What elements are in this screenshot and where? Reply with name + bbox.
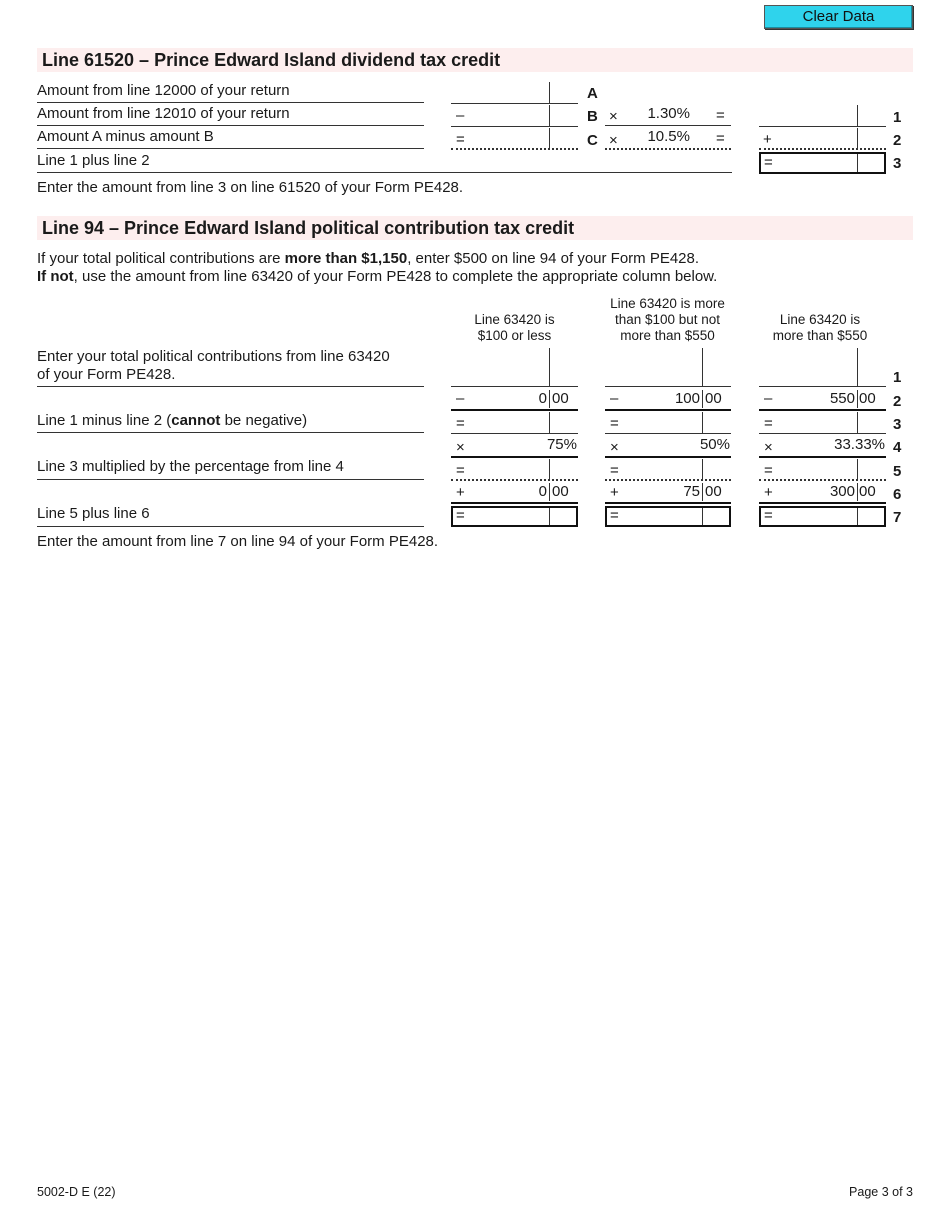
times-sign: × xyxy=(609,108,618,125)
line-number-3: 3 xyxy=(893,155,902,172)
equals-sign: = xyxy=(610,415,619,432)
equals-sign: = xyxy=(456,462,465,479)
equals-sign: = xyxy=(764,415,773,432)
equals-sign: = xyxy=(716,107,725,124)
col1-line1-field[interactable] xyxy=(451,348,578,386)
row-a-label: Amount from line 12000 of your return xyxy=(37,82,290,99)
col1-line5-field[interactable] xyxy=(451,459,578,480)
plus-sign: + xyxy=(764,484,773,501)
col-header-1: Line 63420 is $100 or less xyxy=(474,312,555,343)
pc-row-1-label-a: Enter your total political contributions from line 63420 xyxy=(37,348,390,365)
minus-sign: – xyxy=(456,107,465,124)
intro-line-1: If your total political contributions are more than $1,150, enter $500 on line 94 of your Form PE428. xyxy=(37,250,700,267)
col1-line3-field[interactable] xyxy=(451,412,578,433)
section-dividend-title: Line 61520 – Prince Edward Island dividend tax credit xyxy=(37,48,913,72)
col2-line7-total-field[interactable] xyxy=(605,506,731,527)
pc-line-number-3: 3 xyxy=(893,416,902,433)
col1-line4-rate: 75% xyxy=(546,436,577,453)
times-sign: × xyxy=(609,132,618,149)
row-b-label: Amount from line 12010 of your return xyxy=(37,105,290,122)
equals-sign: = xyxy=(610,507,619,524)
clear-data-button[interactable]: Clear Data xyxy=(764,5,913,29)
pc-line-number-4: 4 xyxy=(893,439,902,456)
page-number: Page 3 of 3 xyxy=(849,1185,913,1199)
col2-line3-field[interactable] xyxy=(605,412,731,433)
equals-sign: = xyxy=(764,507,773,524)
minus-sign: – xyxy=(764,390,773,407)
equals-sign: = xyxy=(456,131,465,148)
amount-b-field[interactable] xyxy=(451,105,578,126)
rate-c: 10.5% xyxy=(647,128,690,145)
col3-line3-field[interactable] xyxy=(759,412,886,433)
col3-line4-rate: 33.33% xyxy=(834,436,885,453)
letter-b: B xyxy=(587,108,598,125)
equals-sign: = xyxy=(610,462,619,479)
row-c-label: Amount A minus amount B xyxy=(37,128,214,145)
pc-row-7-label: Line 5 plus line 6 xyxy=(37,505,150,522)
form-id: 5002-D E (22) xyxy=(37,1185,116,1199)
minus-sign: – xyxy=(456,390,465,407)
line-3-total-field[interactable] xyxy=(759,152,886,174)
col2-line2-cents: 00 xyxy=(705,390,722,407)
col-header-3: Line 63420 is more than $550 xyxy=(772,312,868,343)
amount-a-field[interactable] xyxy=(451,82,578,103)
line-number-2: 2 xyxy=(893,132,902,149)
col3-line2-dollars: 550 xyxy=(829,390,855,407)
plus-sign: + xyxy=(456,484,465,501)
line-2-amount-field[interactable] xyxy=(759,128,886,149)
col1-line2-cents: 00 xyxy=(552,390,569,407)
pc-line-number-2: 2 xyxy=(893,393,902,410)
line-number-1: 1 xyxy=(893,109,902,126)
minus-sign: – xyxy=(610,390,619,407)
line-1-amount-field[interactable] xyxy=(759,105,886,126)
equals-sign: = xyxy=(456,415,465,432)
col-header-2: Line 63420 is more than $100 but not more than $550 xyxy=(610,296,725,343)
col3-line7-total-field[interactable] xyxy=(759,506,886,527)
equals-sign: = xyxy=(764,154,773,171)
col3-line1-field[interactable] xyxy=(759,348,886,386)
col1-line6-dollars: 0 xyxy=(538,483,547,500)
plus-sign: + xyxy=(763,131,772,148)
col3-line6-dollars: 300 xyxy=(829,483,855,500)
plus-sign: + xyxy=(610,484,619,501)
section1-note: Enter the amount from line 3 on line 61520 of your Form PE428. xyxy=(37,179,464,196)
col3-line5-field[interactable] xyxy=(759,459,886,480)
col2-line2-dollars: 100 xyxy=(674,390,700,407)
intro-line-2: If not, use the amount from line 63420 of your Form PE428 to complete the appropriate column below. xyxy=(37,268,718,285)
pc-row-3-label: Line 1 minus line 2 (cannot be negative) xyxy=(37,412,308,429)
pc-line-number-7: 7 xyxy=(893,509,902,526)
col2-line6-dollars: 75 xyxy=(683,483,700,500)
col3-line2-cents: 00 xyxy=(859,390,876,407)
row-3-label: Line 1 plus line 2 xyxy=(37,152,150,169)
section-political-title: Line 94 – Prince Edward Island political contribution tax credit xyxy=(37,216,913,240)
pc-line-number-1: 1 xyxy=(893,369,902,386)
col2-line4-rate: 50% xyxy=(699,436,730,453)
letter-a: A xyxy=(587,85,598,102)
equals-sign: = xyxy=(716,130,725,147)
amount-c-field[interactable] xyxy=(451,128,578,149)
pc-row-5-label: Line 3 multiplied by the percentage from line 4 xyxy=(37,458,344,475)
col2-line6-cents: 00 xyxy=(705,483,722,500)
times-sign: × xyxy=(456,439,465,456)
times-sign: × xyxy=(764,439,773,456)
col1-line6-cents: 00 xyxy=(552,483,569,500)
col2-line1-field[interactable] xyxy=(605,348,731,386)
section2-note: Enter the amount from line 7 on line 94 of your Form PE428. xyxy=(37,533,439,550)
letter-c: C xyxy=(587,132,598,149)
equals-sign: = xyxy=(764,462,773,479)
col2-line5-field[interactable] xyxy=(605,459,731,480)
pc-row-1-label-b: of your Form PE428. xyxy=(37,366,176,383)
col1-line2-dollars: 0 xyxy=(538,390,547,407)
col3-line6-cents: 00 xyxy=(859,483,876,500)
col1-line7-total-field[interactable] xyxy=(451,506,578,527)
pc-line-number-5: 5 xyxy=(893,463,902,480)
times-sign: × xyxy=(610,439,619,456)
equals-sign: = xyxy=(456,507,465,524)
rate-b: 1.30% xyxy=(647,105,690,122)
pc-line-number-6: 6 xyxy=(893,486,902,503)
